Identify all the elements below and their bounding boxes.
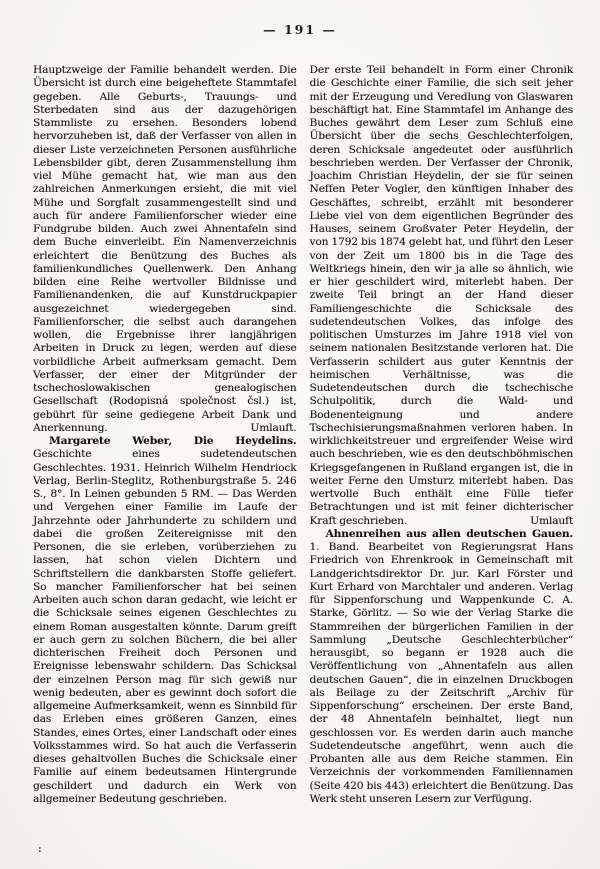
scan-artifact-mark: :: [38, 844, 42, 855]
review-heading: Ahnenreihen aus allen deutschen Gauen.: [325, 527, 573, 540]
page-number: — 191 —: [263, 22, 337, 37]
review-text: 1. Band. Bearbeitet von Regierungsrat Hans Friedrich von Ehrenkrook in Gemeinschaft mit Landgerichtsdirektor Dr. jur. Karl Förster und Kurt Erhard von Marchtaler und anderen. Verlag für Sippenforschung und Wappenkunde C. A. Starke, Görlitz. — So wie der Verlag Starke die Stammreihen der bürgerlichen Familien in der Sammlung „Deutsche Geschlechterbücher“ herausgibt, so begann er 1928 auch die Veröffentlichung von „Ahnentafeln aus allen deutschen Gauen“, die in einzelnen Druckbogen als Beilage zu der Zeitschrift „Archiv für Sippenforschung“ erscheinen. Der erste Band, der 48 Ahnentafeln beinhaltet, liegt nun geschlossen vor. Es werden darin auch manche Sudetendeutsche angeführt, wenn auch die Probanten alle aus dem Reiche stammen. Ein Verzeichnis der vorkommenden Familiennamen (Seite 420 bis 443) erleichtert die Benützung. Das Werk steht unseren Lesern zur Verfügung.: [309, 541, 573, 805]
left-column: [33, 64, 297, 806]
text-columns: [33, 64, 573, 806]
right-column: [310, 64, 574, 806]
reviewer-signature: Umlauft.: [250, 421, 297, 434]
review-paragraph: [33, 64, 297, 435]
review-text: Hauptzweige der Familie behandelt werden. Die Übersicht ist durch eine beigeheftete Stammtafel gegeben. Alle Geburts-, Trauungs- und Sterbedaten sind aus der dazugehörigen Stammliste zu ersehen. Besonders lobend hervorzuheben ist, daß der Verfasser von allen in dieser Liste verzeichneten Personen ausführliche Lebensbilder gibt, deren Zusammenstellung ihm viel Mühe gemacht hat, wie man aus den zahlreichen Anmerkungen ersieht, die mit viel Mühe und Sorgfalt zusammengestellt sind und auch für andere Familienforscher wieder eine Fundgrube bilden. Auch zwei Ahnentafeln sind dem Buche einverleibt. Ein Namenverzeichnis erleichtert die Benützung des Buches als familienkundliches Quellenwerk. Den Anhang bilden eine Reihe wertvoller Bildnisse und Familienandenken, die auf Kunstdruckpapier ausgezeichnet wiedergegeben sind. Familienforscher, die selbst auch darangehen wollen, die Ergebnisse ihrer langjährigen Arbeiten in Druck zu legen, werden auf diese vorbildliche Arbeit aufmerksam gemacht. Dem Verfasser, der einer der Mitgründer der tschechoslowakischen genealogischen Gesellschaft (Rodopisná společnost čsl.) ist, gebührt für seine gediegene Arbeit Dank und Anerkennung.: [33, 64, 297, 434]
reviewer-signature: Umlauft: [530, 514, 573, 527]
review-text: Geschichte eines sudetendeutschen Geschlechtes. 1931. Heinrich Wilhelm Hendriock Verlag, Berlin-Steglitz, Rothenburgstraße 5. 246 S., 8°. In Leinen gebunden 5 RM. — Das Werden und Vergehen einer Familie im Laufe der Jahrzehnte oder Jahrhunderte zu schildern und dabei die großen Zeitereignisse mit den Personen, die sie erleben, vorüberziehen zu lassen, hat schon vielen Dichtern und Schriftstellern die dankbarsten Stoffe geliefert. So mancher Familienforscher hat bei seinen Arbeiten auch schon daran gedacht, wie leicht er die Schicksale seines eigenen Geschlechtes zu einem Roman ausgestalten könnte. Darum greift er auch gern zu solchen Büchern, die bei aller dichterischen Freiheit doch Personen und Ereignisse lebenswahr schildern. Das Schicksal der einzelnen Person mag für sich gewiß nur wenig bedeuten, aber es gewinnt doch sofort die allgemeine Aufmerksamkeit, wenn es Sinnbild für das Erleben eines größeren Ganzen, eines Standes, eines Ortes, einer Landschaft oder eines Volksstammes wird. So hat auch die Verfasserin dieses gehaltvollen Buches die Schicksale einer Familie auf einem bedeutsamen Hintergrunde geschildert und dadurch ein Werk von allgemeiner Bedeutung geschrieben.: [33, 448, 297, 805]
review-paragraph: [310, 64, 574, 528]
review-paragraph: [33, 435, 297, 806]
review-paragraph: [310, 528, 574, 806]
review-heading: Margarete Weber, Die Heydelins.: [49, 435, 297, 447]
review-text: Der erste Teil behandelt in Form einer Chronik die Geschichte einer Familie, die sich seit jeher mit der Erzeugung und Veredlung von Glaswaren beschäftigt hat. Eine Stammtafel im Anhange des Buches gewährt dem Leser zum Schluß eine Übersicht über die sechs Geschlechterfolgen, deren Schicksale angedeutet oder ausführlich beschrieben werden. Der Verfasser der Chronik, Joachim Christian Heydelin, der sie für seinen Neffen Peter Vogler, den künftigen Inhaber des Geschäftes, schreibt, erzählt mit besonderer Liebe viel von dem eigentlichen Begründer des Hauses, seinem Großvater Peter Heydelin, der von 1792 bis 1874 gelebt hat, und führt den Leser von der Zeit um 1800 bis in die Tage des Weltkriegs hinein, den wir ja alle so ähnlich, wie er hier geschildert wird, miterlebt haben. Der zweite Teil bringt an der Hand dieser Familiengeschichte die Schicksale des sudetendeutschen Volkes, das infolge des politischen Umsturzes im Jahre 1918 viel von seinem nationalen Besitzstande verloren hat. Die Verfasserin schildert aus guter Kenntnis der heimischen Verhältnisse, was die Sudetendeutschen durch die tschechische Schulpolitik, durch die Wald- und Bodenenteignung und andere Tschechisierungsmaßnahmen verloren haben. In wirklichkeitstreuer und ergreifender Weise wird auch beschrieben, wie es den deutschböhmischen Kriegsgefangenen in Rußland ergangen ist, die in weiter Ferne den Umsturz miterlebt haben. Das wertvolle Buch enthält eine Fülle tiefer Betrachtungen und ist mit feiner dichterischer Kraft geschrieben.: [309, 64, 573, 527]
